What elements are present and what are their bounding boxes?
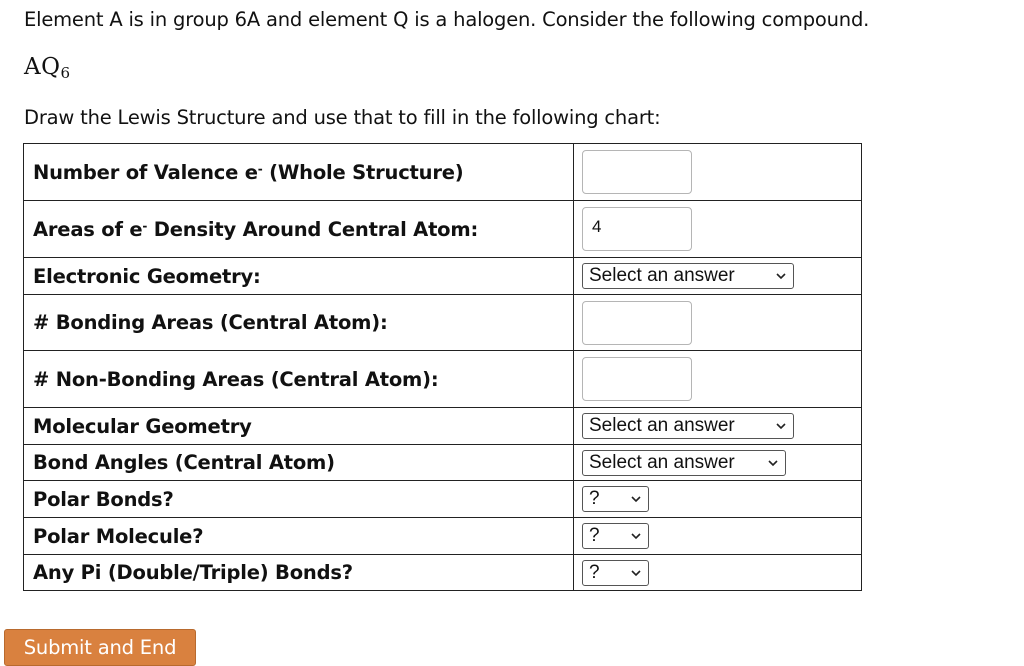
answer-cell	[574, 144, 862, 201]
select-value: ?	[589, 488, 600, 509]
row-label: Electronic Geometry:	[24, 258, 574, 295]
compound-formula	[24, 54, 71, 82]
label-text: Areas of e	[33, 217, 143, 241]
table-row	[24, 258, 862, 295]
row-label: # Bonding Areas (Central Atom):	[24, 295, 574, 351]
row-label: Molecular Geometry	[24, 408, 574, 445]
non-bonding-areas-input[interactable]	[582, 357, 692, 401]
instruction-text: Draw the Lewis Structure and use that to fill in the following chart:	[24, 106, 661, 129]
answer-chart	[23, 143, 862, 591]
answer-cell	[574, 408, 862, 445]
row-label: # Non-Bonding Areas (Central Atom):	[24, 351, 574, 408]
chevron-down-icon	[775, 420, 787, 432]
table-row	[24, 445, 862, 481]
submit-and-end-button[interactable]: Submit and End	[4, 629, 196, 666]
label-text: Density Around Central Atom:	[147, 217, 479, 241]
answer-cell	[574, 258, 862, 295]
table-row	[24, 295, 862, 351]
table-row	[24, 555, 862, 591]
table-row	[24, 351, 862, 408]
label-text: Number of Valence e	[33, 160, 258, 184]
row-label: Any Pi (Double/Triple) Bonds?	[24, 555, 574, 591]
formula-base: AQ	[24, 54, 61, 80]
molecular-geometry-select[interactable]	[582, 413, 794, 439]
answer-cell	[574, 555, 862, 591]
table-row	[24, 408, 862, 445]
electron-density-areas-input[interactable]: 4	[582, 207, 692, 251]
formula-subscript: 6	[60, 64, 71, 82]
row-label	[24, 144, 574, 201]
table-row	[24, 201, 862, 258]
chevron-down-icon	[767, 457, 779, 469]
chevron-down-icon	[630, 493, 642, 505]
answer-cell	[574, 351, 862, 408]
table-row	[24, 144, 862, 201]
select-value: Select an answer	[589, 451, 735, 473]
superscript-minus: -	[257, 161, 263, 176]
chevron-down-icon	[630, 530, 642, 542]
row-label	[24, 201, 574, 258]
polar-molecule-select[interactable]	[582, 523, 649, 549]
answer-cell	[574, 201, 862, 258]
pi-bonds-select[interactable]	[582, 560, 649, 586]
electronic-geometry-select[interactable]	[582, 263, 794, 289]
select-value: Select an answer	[589, 415, 735, 436]
superscript-minus: -	[142, 218, 148, 233]
answer-cell	[574, 518, 862, 555]
label-text: (Whole Structure)	[262, 160, 464, 184]
table-row	[24, 518, 862, 555]
valence-electrons-input[interactable]	[582, 150, 692, 194]
polar-bonds-select[interactable]	[582, 486, 649, 512]
bonding-areas-input[interactable]	[582, 301, 692, 345]
chevron-down-icon	[775, 270, 787, 282]
row-label: Bond Angles (Central Atom)	[24, 445, 574, 481]
bond-angles-select[interactable]	[582, 450, 786, 476]
chevron-down-icon	[630, 567, 642, 579]
answer-cell	[574, 445, 862, 481]
select-value: ?	[589, 561, 600, 583]
select-value: ?	[589, 525, 600, 546]
row-label: Polar Molecule?	[24, 518, 574, 555]
question-text: Element A is in group 6A and element Q is a halogen. Consider the following compound.	[24, 8, 870, 31]
table-row	[24, 481, 862, 518]
answer-cell	[574, 481, 862, 518]
select-value: Select an answer	[589, 265, 735, 286]
row-label: Polar Bonds?	[24, 481, 574, 518]
answer-cell	[574, 295, 862, 351]
